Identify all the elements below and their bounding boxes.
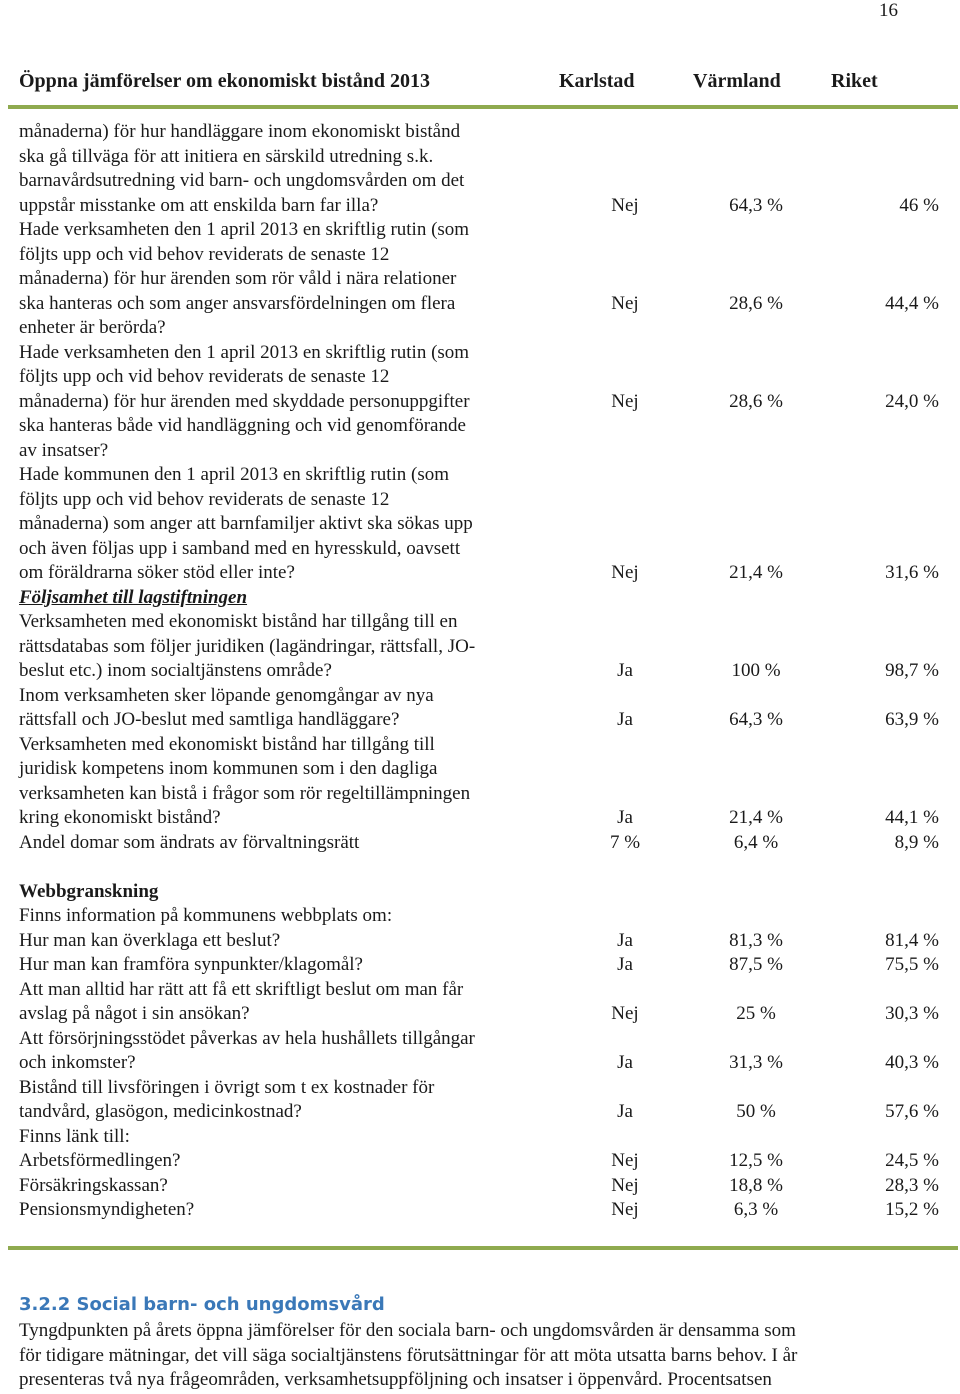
- value-varmland: 28,6 %: [729, 292, 783, 314]
- question-text: månaderna) för hur ärenden med skyddade personuppgifter: [19, 390, 470, 412]
- value-varmland: 21,4 %: [729, 562, 783, 583]
- value-varmland: 6,4 %: [733, 831, 779, 853]
- table-row: [19, 1027, 939, 1076]
- section-heading-webb: Webbgranskning: [19, 880, 159, 902]
- row-line: [19, 1027, 939, 1052]
- value-riket: 24,5 %: [885, 1150, 939, 1171]
- question-text: tandvård, glasögon, medicinkostnad?: [19, 1101, 302, 1122]
- value-karlstad: Ja: [617, 1052, 633, 1073]
- value-varmland: 50 %: [736, 1101, 776, 1122]
- row-line: [19, 1174, 939, 1199]
- row-line: [19, 194, 939, 219]
- question-text: månaderna) som anger att barnfamiljer aktivt ska sökas upp: [19, 513, 473, 534]
- row-line: [19, 1198, 939, 1223]
- question-text: Hade verksamheten den 1 april 2013 en skriftlig rutin (som: [19, 219, 470, 240]
- table-row: [19, 1149, 939, 1174]
- question-text: verksamheten kan bistå i frågor som rör regeltillämpningen: [19, 782, 471, 804]
- question-text: Hur man kan överklaga ett beslut?: [19, 929, 281, 951]
- row-line: [19, 267, 939, 292]
- value-riket: 31,6 %: [885, 562, 939, 583]
- question-text: barnavårdsutredning vid barn- och ungdomsvården om det: [19, 170, 465, 191]
- value-varmland: 100 %: [731, 660, 781, 681]
- column-header-varmland: Värmland: [693, 70, 781, 92]
- value-varmland: 28,6 %: [729, 390, 783, 412]
- value-varmland: 64,3 %: [729, 194, 783, 216]
- question-text: Arbetsförmedlingen?: [19, 1150, 181, 1171]
- value-varmland: 64,3 %: [729, 709, 783, 730]
- row-line: [19, 512, 939, 537]
- value-riket: 28,3 %: [885, 1174, 939, 1196]
- question-text: Hade kommunen den 1 april 2013 en skriftlig rutin (som: [19, 464, 450, 485]
- section-spacer: [19, 855, 939, 880]
- body-line: Tyngdpunkten på årets öppna jämförelser för den sociala barn- och ungdomsvården är densamma som: [19, 1320, 796, 1341]
- value-karlstad: Nej: [611, 1150, 639, 1171]
- row-line: [19, 463, 939, 488]
- value-varmland: 87,5 %: [729, 954, 783, 975]
- table-row: [19, 733, 939, 831]
- value-riket: 46 %: [899, 194, 939, 216]
- body-line: för tidigare mätningar, det vill säga socialtjänstens förutsättningar för att möta utsatta barns behov. I år: [19, 1344, 798, 1366]
- question-text: Att man alltid har rätt att få ett skriftligt beslut om man får: [19, 978, 464, 1000]
- row-line: [19, 316, 939, 341]
- row-line: [19, 243, 939, 268]
- question-text: Hur man kan framföra synpunkter/klagomål?: [19, 954, 363, 975]
- table-row: [19, 218, 939, 341]
- question-text: ska gå tillväga för att initiera en särskild utredning s.k.: [19, 145, 434, 167]
- question-text: och inkomster?: [19, 1052, 136, 1073]
- question-text: följts upp och vid behov reviderats de senaste 12: [19, 488, 390, 510]
- value-riket: 44,4 %: [885, 292, 939, 314]
- question-text: Hade verksamheten den 1 april 2013 en skriftlig rutin (som: [19, 341, 470, 363]
- row-line: [19, 292, 939, 317]
- page-number: 16: [879, 0, 898, 21]
- table-row: [19, 1076, 939, 1125]
- table-row: [19, 610, 939, 684]
- question-text: ska hanteras och som anger ansvarsfördelningen om flera: [19, 292, 456, 314]
- subsection-heading: 3.2.2 Social barn- och ungdomsvård: [19, 1294, 385, 1315]
- value-karlstad: Nej: [611, 194, 639, 216]
- value-karlstad: Ja: [617, 929, 633, 951]
- row-line: [19, 439, 939, 464]
- link-intro: Finns länk till:: [19, 1125, 130, 1147]
- value-varmland: 6,3 %: [733, 1199, 779, 1220]
- table-row: [19, 929, 939, 954]
- row-line: [19, 488, 939, 513]
- table-row: [19, 463, 939, 586]
- row-line: [19, 806, 939, 831]
- table-row: [19, 1174, 939, 1199]
- value-varmland: 31,3 %: [729, 1052, 783, 1073]
- value-karlstad: 7 %: [609, 831, 641, 853]
- row-line: [19, 733, 939, 758]
- section-intro: Finns information på kommunens webbplats om:: [19, 905, 393, 926]
- value-riket: 44,1 %: [885, 807, 939, 828]
- value-riket: 57,6 %: [885, 1101, 939, 1122]
- value-varmland: 18,8 %: [729, 1174, 783, 1196]
- row-line: [19, 1051, 939, 1076]
- table-row: [19, 1198, 939, 1223]
- row-line: [19, 414, 939, 439]
- value-riket: 15,2 %: [885, 1199, 939, 1220]
- row-line: [19, 145, 939, 170]
- table-row: [19, 978, 939, 1027]
- row-line: [19, 708, 939, 733]
- table-row: [19, 831, 939, 856]
- row-line: [19, 757, 939, 782]
- question-text: Andel domar som ändrats av förvaltningsrätt: [19, 831, 360, 853]
- value-karlstad: Ja: [617, 807, 633, 828]
- body-line: presenteras två nya frågeområden, verksamhetsuppföljning och insatser i öppenvård. Procentsatsen: [19, 1369, 772, 1390]
- section-heading-lagstiftning: Följsamhet till lagstiftningen: [19, 586, 248, 608]
- row-line: [19, 390, 939, 415]
- row-line: [19, 953, 939, 978]
- question-text: av insatser?: [19, 439, 109, 461]
- value-riket: 40,3 %: [885, 1052, 939, 1073]
- value-karlstad: Ja: [617, 709, 633, 730]
- row-line: [19, 169, 939, 194]
- value-karlstad: Nej: [611, 1199, 639, 1220]
- question-text: följts upp och vid behov reviderats de senaste 12: [19, 243, 390, 265]
- row-line: [19, 120, 939, 145]
- row-line: [19, 1100, 939, 1125]
- value-varmland: 12,5 %: [729, 1150, 783, 1171]
- question-text: uppstår misstanke om att enskilda barn far illa?: [19, 194, 379, 216]
- question-text: månaderna) för hur ärenden som rör våld i nära relationer: [19, 268, 457, 289]
- header-rule: [8, 105, 958, 109]
- value-karlstad: Nej: [611, 1003, 639, 1024]
- question-text: Inom verksamheten sker löpande genomgångar av nya: [19, 684, 434, 706]
- value-riket: 63,9 %: [885, 709, 939, 730]
- value-karlstad: Nej: [611, 292, 639, 314]
- row-line: [19, 1076, 939, 1101]
- table-row: [19, 120, 939, 218]
- value-karlstad: Nej: [611, 562, 639, 583]
- value-karlstad: Nej: [611, 390, 639, 412]
- row-line: [19, 1002, 939, 1027]
- row-line: [19, 782, 939, 807]
- value-karlstad: Nej: [611, 1174, 639, 1196]
- row-line: [19, 341, 939, 366]
- question-text: Pensionsmyndigheten?: [19, 1199, 195, 1220]
- question-text: kring ekonomiskt bistånd?: [19, 807, 221, 828]
- row-line: [19, 365, 939, 390]
- value-riket: 8,9 %: [894, 831, 939, 853]
- column-header-karlstad: Karlstad: [559, 70, 635, 92]
- question-text: Verksamheten med ekonomiskt bistånd har tillgång till: [19, 733, 435, 755]
- row-line: [19, 978, 939, 1003]
- question-text: om föräldrarna söker stöd eller inte?: [19, 562, 295, 583]
- question-text: Försäkringskassan?: [19, 1174, 168, 1196]
- question-text: månaderna) för hur handläggare inom ekonomiskt bistånd: [19, 121, 461, 142]
- row-line: [19, 537, 939, 562]
- column-header-riket: Riket: [831, 70, 878, 92]
- row-line: [19, 561, 939, 586]
- question-text: ska hanteras både vid handläggning och vid genomförande: [19, 415, 466, 436]
- value-riket: 81,4 %: [885, 929, 939, 951]
- value-varmland: 21,4 %: [729, 807, 783, 828]
- question-text: följts upp och vid behov reviderats de senaste 12: [19, 366, 390, 387]
- value-riket: 98,7 %: [885, 660, 939, 681]
- value-riket: 24,0 %: [885, 390, 939, 412]
- question-text: och även följas upp i samband med en hyresskuld, oavsett: [19, 537, 461, 559]
- question-text: rättsfall och JO-beslut med samtliga handläggare?: [19, 709, 400, 730]
- value-riket: 30,3 %: [885, 1003, 939, 1024]
- row-line: [19, 218, 939, 243]
- value-karlstad: Ja: [617, 954, 633, 975]
- row-line: [19, 831, 939, 856]
- row-line: [19, 684, 939, 709]
- row-line: [19, 929, 939, 954]
- body-paragraph: [19, 1319, 919, 1393]
- question-text: enheter är berörda?: [19, 317, 166, 338]
- table-row: [19, 684, 939, 733]
- row-line: [19, 610, 939, 635]
- question-text: beslut etc.) inom socialtjänstens område?: [19, 660, 332, 681]
- value-riket: 75,5 %: [885, 954, 939, 975]
- row-line: [19, 1149, 939, 1174]
- table-title: Öppna jämförelser om ekonomiskt bistånd 2013: [19, 70, 430, 92]
- table-row: [19, 341, 939, 464]
- table-header: [19, 70, 919, 96]
- question-text: Att försörjningsstödet påverkas av hela hushållets tillgångar: [19, 1027, 475, 1049]
- comparison-table: [19, 120, 939, 1223]
- question-text: juridisk kompetens inom kommunen som i den dagliga: [19, 758, 438, 779]
- value-varmland: 81,3 %: [729, 929, 783, 951]
- table-row: [19, 953, 939, 978]
- question-text: Verksamheten med ekonomiskt bistånd har tillgång till en: [19, 611, 458, 632]
- value-varmland: 25 %: [736, 1003, 776, 1024]
- row-line: [19, 635, 939, 660]
- question-text: Bistånd till livsföringen i övrigt som t ex kostnader för: [19, 1076, 435, 1098]
- value-karlstad: Ja: [617, 1101, 633, 1122]
- table-bottom-rule: [8, 1246, 958, 1250]
- value-karlstad: Ja: [617, 660, 633, 681]
- question-text: rättsdatabas som följer juridiken (lagändringar, rättsfall, JO-: [19, 635, 476, 657]
- row-line: [19, 659, 939, 684]
- question-text: avslag på något i sin ansökan?: [19, 1003, 250, 1024]
